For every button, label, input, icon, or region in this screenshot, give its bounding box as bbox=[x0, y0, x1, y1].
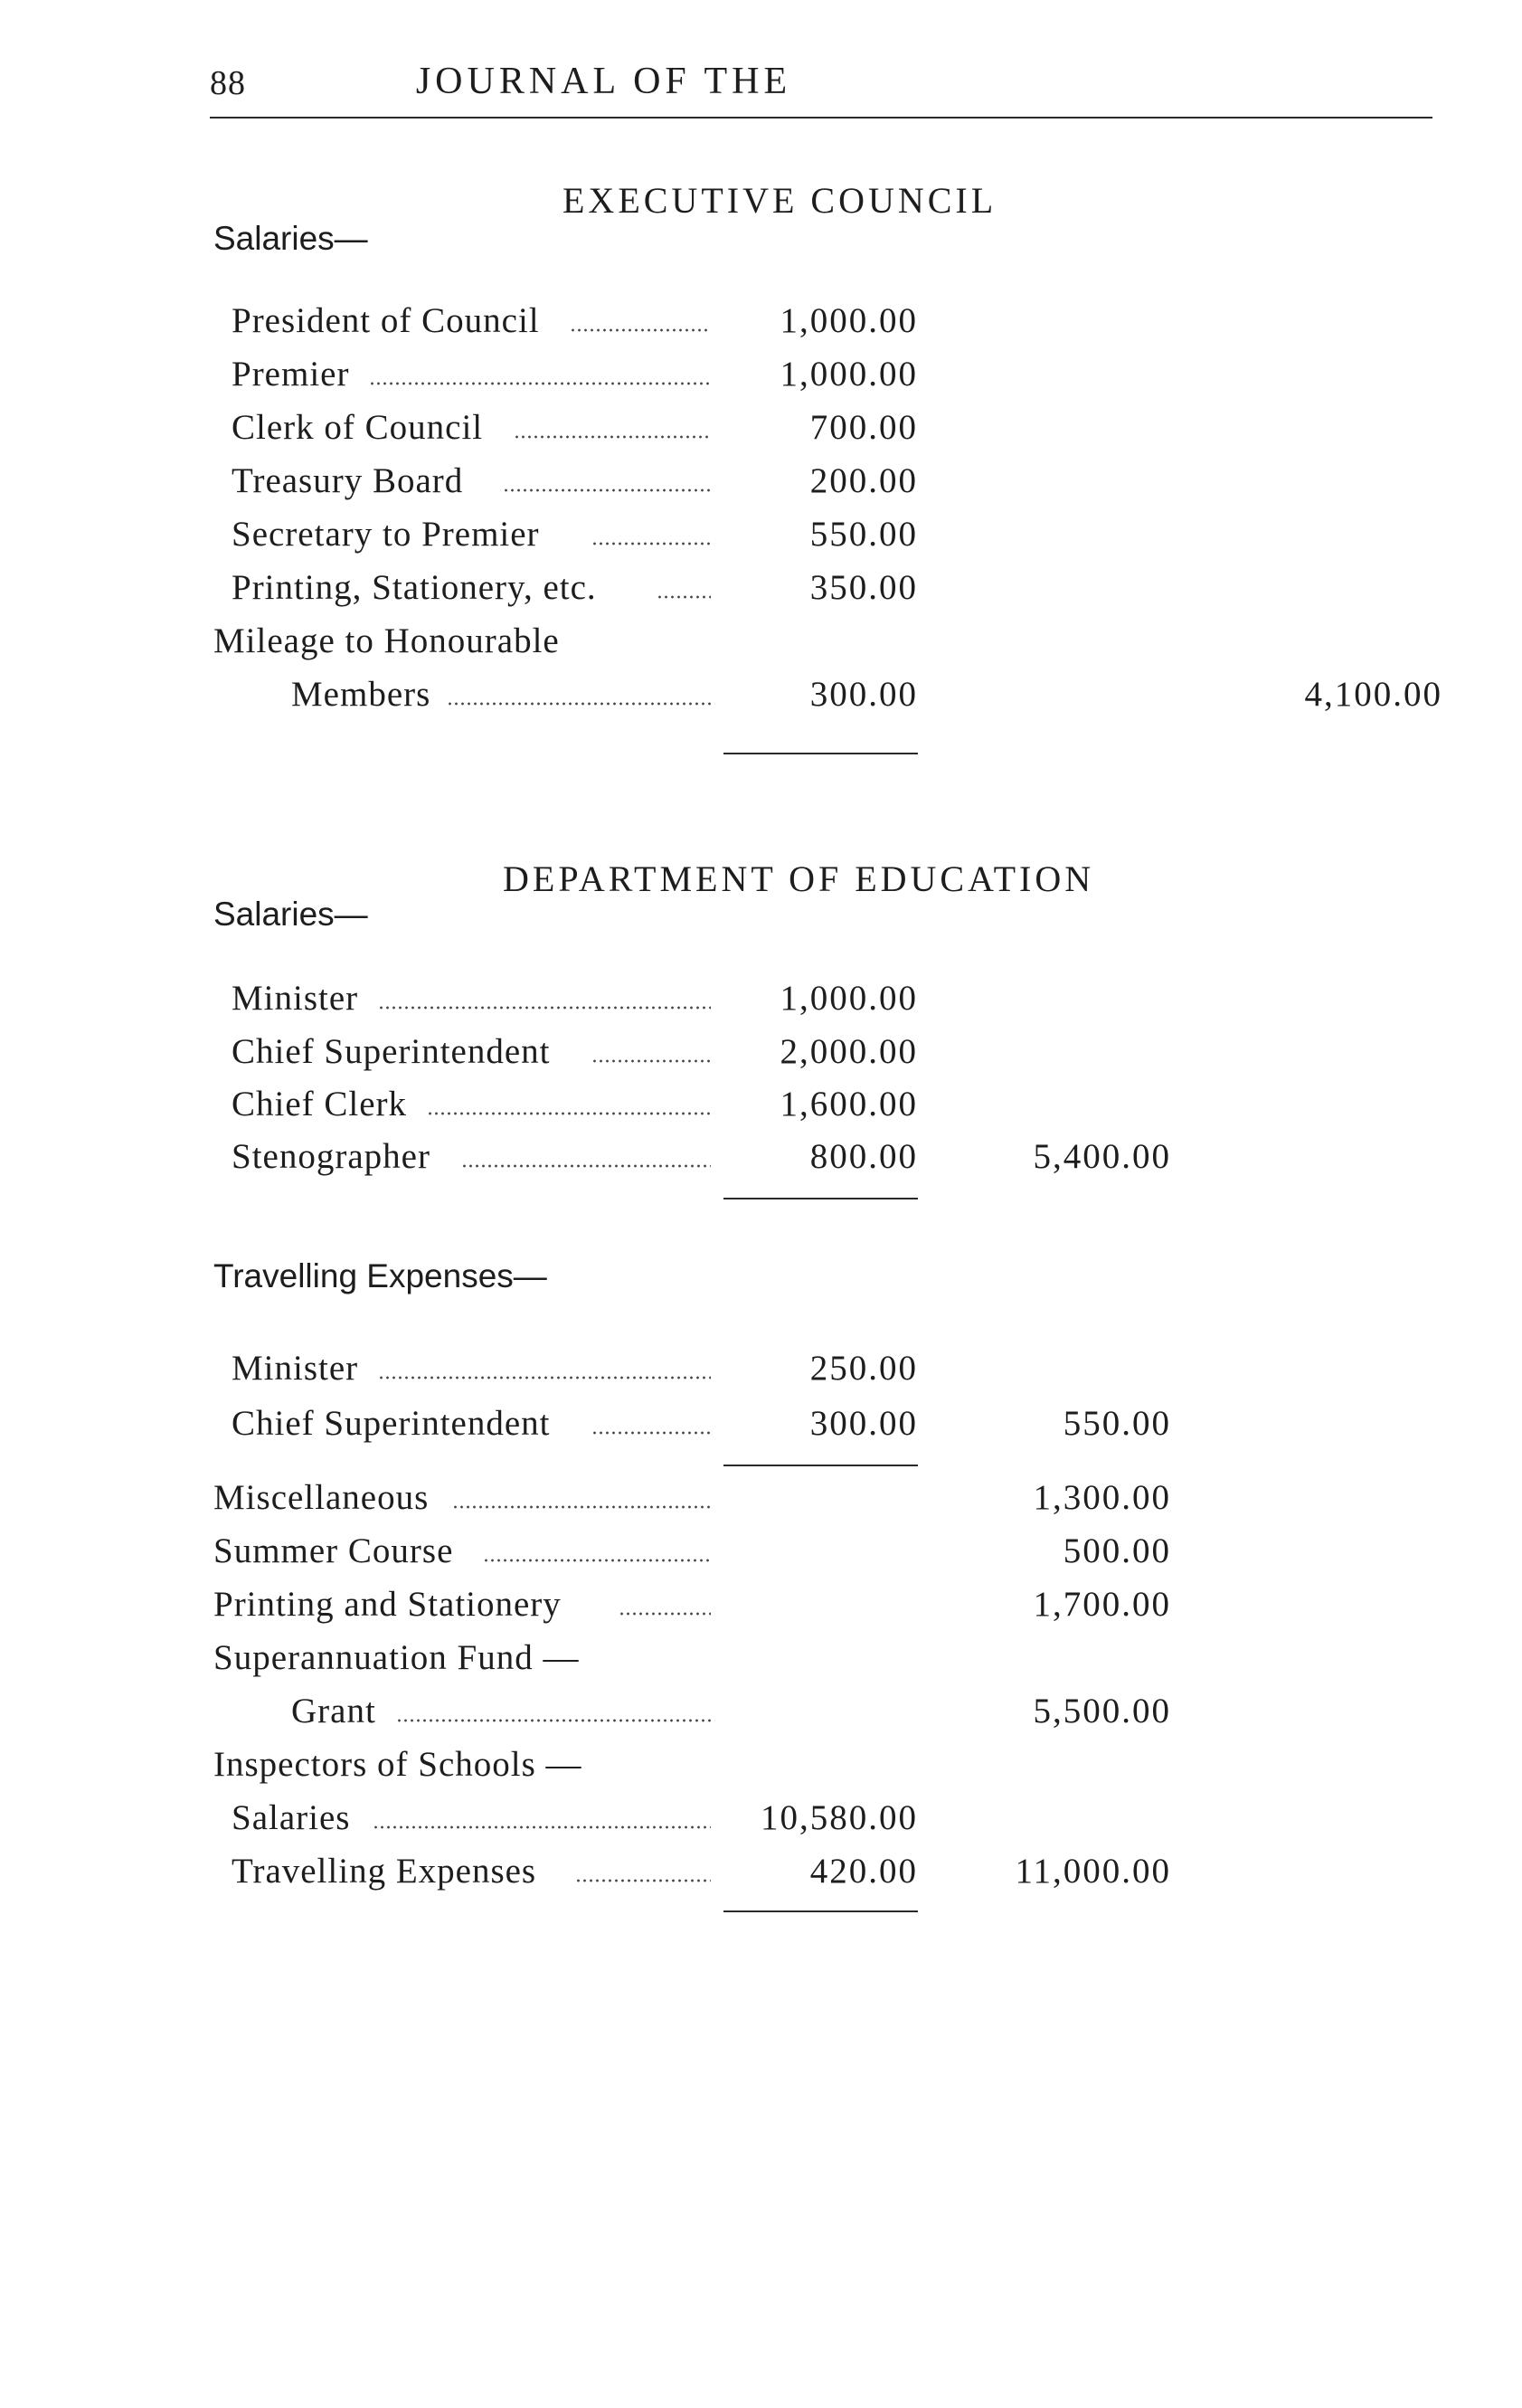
dot-leader bbox=[503, 460, 711, 493]
table-row bbox=[0, 1348, 1522, 1400]
row-label: Printing, Stationery, etc. bbox=[232, 568, 597, 607]
subtotal-rule bbox=[723, 1465, 918, 1466]
row-label: Salaries bbox=[232, 1798, 351, 1837]
row-subtotal: 1,300.00 bbox=[1033, 1478, 1171, 1517]
table-row bbox=[0, 1477, 1522, 1530]
table-row bbox=[0, 1031, 1522, 1084]
subtotal-rule bbox=[723, 1910, 918, 1912]
row-subtotal: 500.00 bbox=[1063, 1531, 1171, 1570]
table-row bbox=[0, 1851, 1522, 1903]
dot-leader bbox=[619, 1584, 711, 1616]
table-row bbox=[0, 1136, 1522, 1189]
table-row bbox=[0, 354, 1522, 406]
row-amount: 1,000.00 bbox=[780, 355, 918, 393]
row-label: Printing and Stationery bbox=[213, 1585, 562, 1624]
section-title-department-of-education: DEPARTMENT OF EDUCATION bbox=[503, 858, 1095, 899]
row-label: Minister bbox=[232, 1349, 359, 1388]
dot-leader bbox=[447, 674, 711, 706]
dot-leader bbox=[427, 1084, 711, 1116]
dot-leader bbox=[369, 354, 711, 386]
dot-leader bbox=[657, 567, 711, 600]
running-head bbox=[0, 56, 1522, 110]
row-label: Members bbox=[291, 675, 431, 714]
table-row bbox=[0, 460, 1522, 513]
dot-leader bbox=[378, 978, 711, 1010]
dot-leader bbox=[461, 1136, 711, 1169]
section-title-executive-council: EXECUTIVE COUNCIL bbox=[562, 180, 997, 221]
row-label: Travelling Expenses bbox=[232, 1852, 537, 1891]
group-label-travelling-expenses: Travelling Expenses— bbox=[213, 1257, 547, 1294]
row-label: Treasury Board bbox=[232, 461, 464, 500]
table-row bbox=[0, 1744, 1522, 1797]
table-row bbox=[0, 567, 1522, 620]
row-label: Secretary to Premier bbox=[232, 515, 540, 554]
dot-leader bbox=[591, 1031, 711, 1064]
table-row bbox=[0, 1637, 1522, 1690]
table-row bbox=[0, 1691, 1522, 1743]
row-subtotal: 5,400.00 bbox=[1033, 1137, 1171, 1176]
header-rule bbox=[210, 117, 1432, 119]
row-subtotal: 1,700.00 bbox=[1033, 1585, 1171, 1624]
group-label-salaries: Salaries— bbox=[213, 220, 368, 257]
dot-leader bbox=[514, 407, 711, 440]
dot-leader bbox=[575, 1851, 711, 1883]
dot-leader bbox=[378, 1348, 711, 1380]
journal-title: JOURNAL OF THE bbox=[415, 61, 792, 102]
row-label: Chief Superintendent bbox=[232, 1404, 551, 1443]
table-row bbox=[0, 1403, 1522, 1455]
row-amount: 300.00 bbox=[809, 675, 918, 714]
row-label: Stenographer bbox=[232, 1137, 430, 1176]
row-label: Inspectors of Schools — bbox=[213, 1745, 582, 1784]
row-label: Superannuation Fund — bbox=[213, 1638, 580, 1677]
table-row bbox=[0, 1584, 1522, 1636]
row-amount: 1,000.00 bbox=[780, 301, 918, 340]
row-amount: 300.00 bbox=[809, 1404, 918, 1443]
subtotal-rule bbox=[723, 1198, 918, 1199]
table-row bbox=[0, 978, 1522, 1030]
row-label: Miscellaneous bbox=[213, 1478, 430, 1517]
row-label: Clerk of Council bbox=[232, 408, 484, 447]
table-row bbox=[0, 1084, 1522, 1136]
row-amount: 700.00 bbox=[809, 408, 918, 447]
dot-leader bbox=[483, 1531, 711, 1563]
row-amount: 550.00 bbox=[809, 515, 918, 554]
table-row bbox=[0, 300, 1522, 353]
dot-leader bbox=[373, 1797, 711, 1830]
table-row bbox=[0, 514, 1522, 566]
table-row bbox=[0, 674, 1522, 726]
dot-leader bbox=[591, 514, 711, 546]
row-label: Minister bbox=[232, 979, 359, 1018]
row-amount: 10,580.00 bbox=[761, 1798, 918, 1837]
table-row bbox=[0, 407, 1522, 460]
total-rule bbox=[723, 753, 918, 754]
row-label: Chief Superintendent bbox=[232, 1032, 551, 1071]
table-row bbox=[0, 1797, 1522, 1850]
row-amount: 800.00 bbox=[809, 1137, 918, 1176]
table-row bbox=[0, 1531, 1522, 1583]
row-amount: 2,000.00 bbox=[780, 1032, 918, 1071]
table-row bbox=[0, 621, 1522, 673]
row-subtotal: 550.00 bbox=[1063, 1404, 1171, 1443]
dot-leader bbox=[591, 1403, 711, 1436]
row-amount: 200.00 bbox=[809, 461, 918, 500]
row-label: Summer Course bbox=[213, 1531, 454, 1570]
row-subtotal: 5,500.00 bbox=[1033, 1692, 1171, 1730]
row-label: President of Council bbox=[232, 301, 540, 340]
row-amount: 420.00 bbox=[809, 1852, 918, 1891]
row-label: Chief Clerk bbox=[232, 1085, 408, 1123]
section-total: 4,100.00 bbox=[1304, 675, 1442, 714]
row-amount: 1,600.00 bbox=[780, 1085, 918, 1123]
row-amount: 250.00 bbox=[809, 1349, 918, 1388]
group-label-salaries: Salaries— bbox=[213, 896, 368, 933]
row-subtotal: 11,000.00 bbox=[1015, 1852, 1171, 1891]
row-amount: 350.00 bbox=[809, 568, 918, 607]
page-number: 88 bbox=[210, 64, 246, 102]
row-label: Premier bbox=[232, 355, 350, 393]
dot-leader bbox=[570, 300, 711, 333]
row-label: Grant bbox=[291, 1692, 376, 1730]
row-amount: 1,000.00 bbox=[780, 979, 918, 1018]
dot-leader bbox=[452, 1477, 711, 1510]
row-label: Mileage to Honourable bbox=[213, 621, 560, 660]
dot-leader bbox=[396, 1691, 711, 1723]
